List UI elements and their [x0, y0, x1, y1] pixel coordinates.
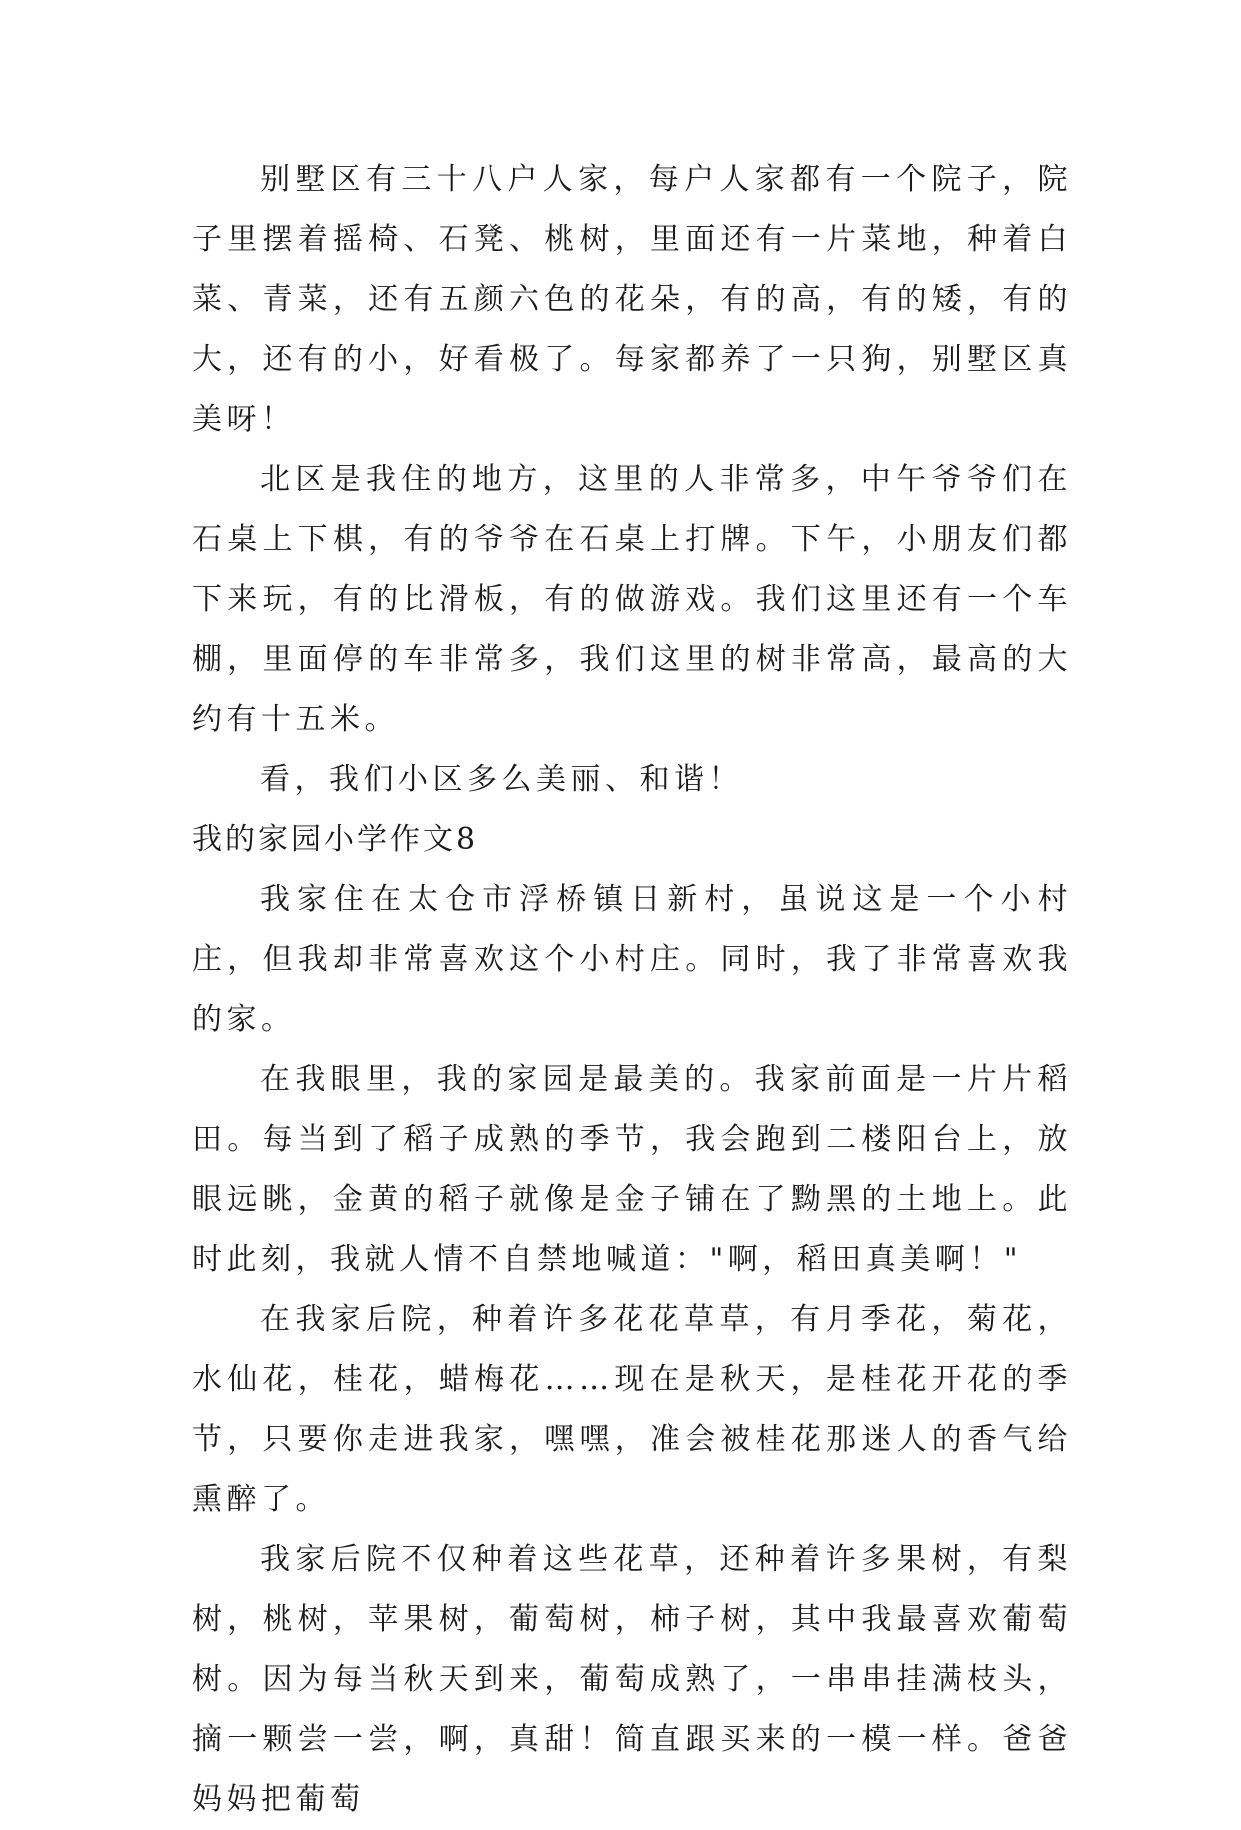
paragraph-backyard-flowers: 在我家后院，种着许多花花草草，有月季花，菊花，水仙花，桂花，蜡梅花……现在是秋天，是桂花开花的季节，只要你走进我家，嘿嘿，准会被桂花那迷人的香气给熏醉了。	[192, 1302, 1072, 1517]
paragraph-village-intro: 我家住在太仓市浮桥镇日新村，虽说这是一个小村庄，但我却非常喜欢这个小村庄。同时，我了非常喜欢我的家。	[192, 882, 1072, 1037]
paragraph-villa-area: 别墅区有三十八户人家，每户人家都有一个院子，院子里摆着摇椅、石凳、桃树，里面还有一片菜地，种着白菜、青菜，还有五颜六色的花朵，有的高，有的矮，有的大，还有的小，好看极了。每家都养了一只狗，别墅区真美呀！	[192, 162, 1072, 437]
paragraph-community-summary: 看，我们小区多么美丽、和谐！	[260, 762, 743, 797]
paragraph-rice-field: 在我眼里，我的家园是最美的。我家前面是一片片稻田。每当到了稻子成熟的季节，我会跑到二楼阳台上，放眼远眺，金黄的稻子就像是金子铺在了黝黑的土地上。此时此刻，我就人情不自禁地喊道："啊，稻田真美啊！"	[192, 1062, 1072, 1277]
paragraph-fruit-trees: 我家后院不仅种着这些花草，还种着许多果树，有梨树，桃树，苹果树，葡萄树，柿子树，其中我最喜欢葡萄树。因为每当秋天到来，葡萄成熟了，一串串挂满枝头，摘一颗尝一尝，啊，真甜！简直跟买来的一模一样。爸爸妈妈把葡萄	[192, 1542, 1072, 1817]
document-body	[192, 150, 1072, 1830]
section-title: 我的家园小学作文8	[192, 822, 479, 857]
paragraph-north-area: 北区是我住的地方，这里的人非常多，中午爷爷们在石桌上下棋，有的爷爷在石桌上打牌。下午，小朋友们都下来玩，有的比滑板，有的做游戏。我们这里还有一个车棚，里面停的车非常多，我们这里的树非常高，最高的大约有十五米。	[192, 462, 1072, 737]
